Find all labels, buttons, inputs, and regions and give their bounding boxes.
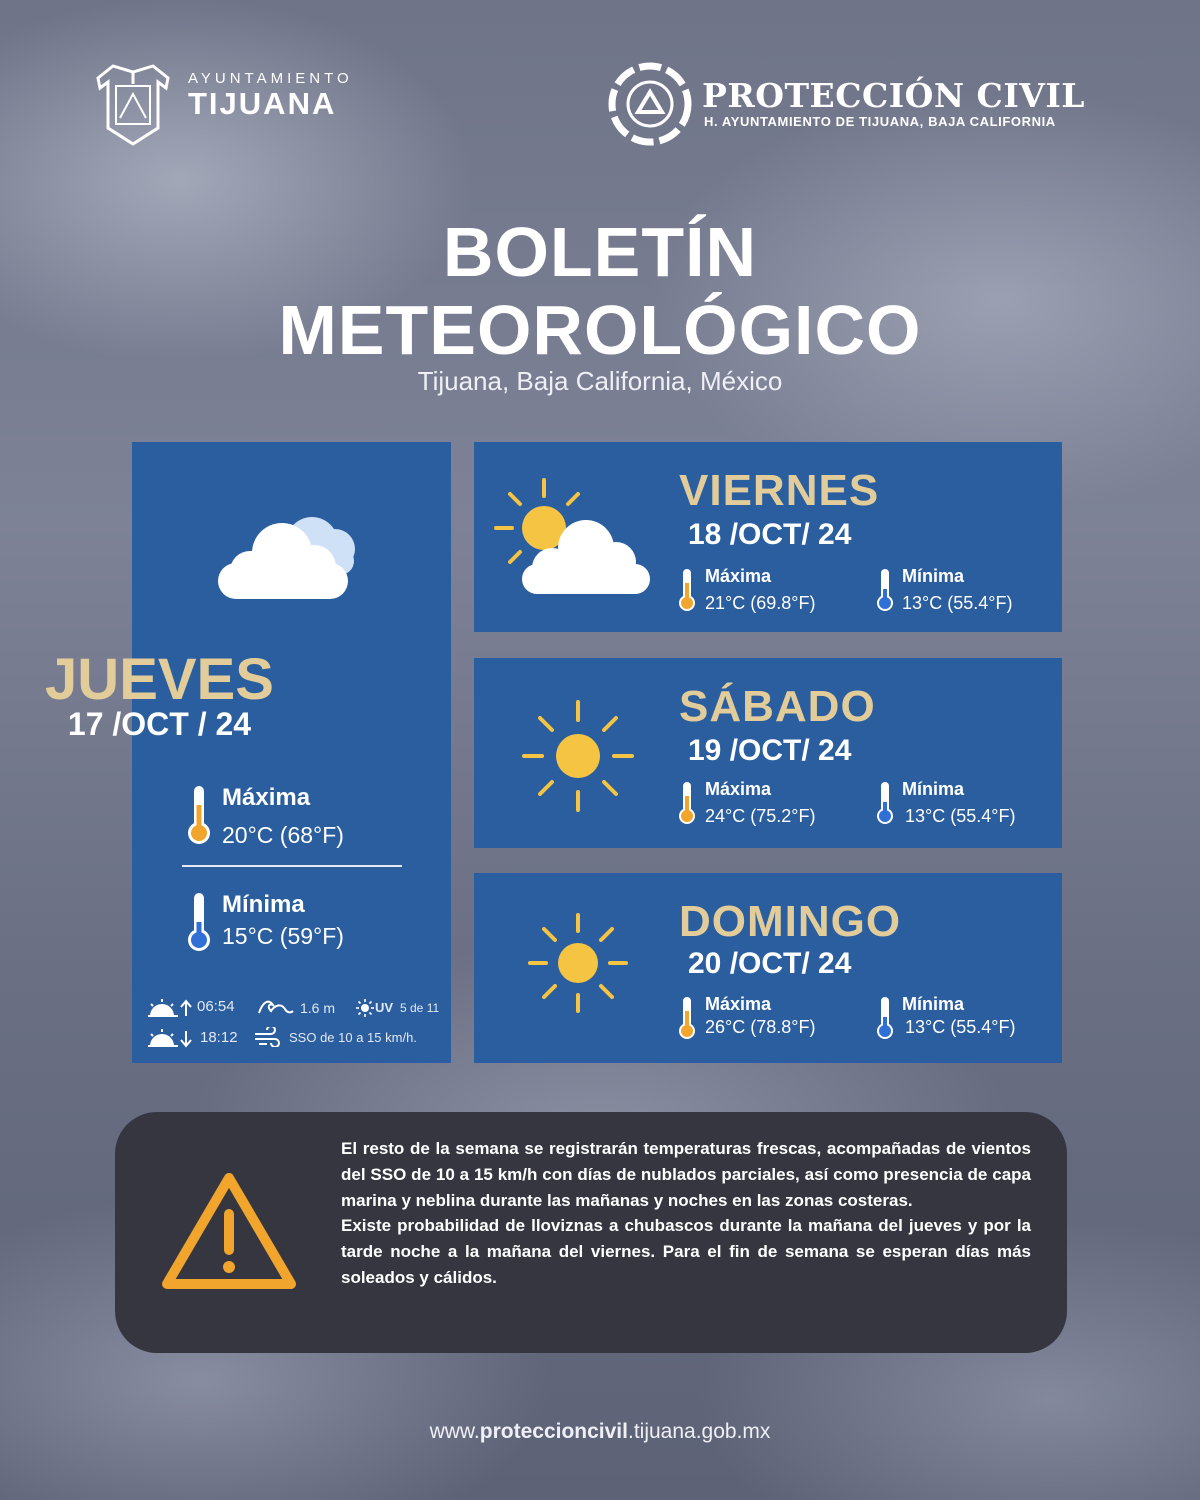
sunset-icon <box>146 1028 194 1048</box>
domingo-max-thermometer-icon <box>677 995 697 1041</box>
domingo-min-value: 13°C (55.4°F) <box>905 1017 1016 1037</box>
sabado-max-label: Máxima <box>705 779 772 799</box>
thermometer-max-icon <box>185 783 213 847</box>
today-max-value: 20°C (68°F) <box>222 822 344 848</box>
forecast-card-viernes <box>474 442 1062 632</box>
sunset-time: 18:12 <box>200 1029 238 1046</box>
thermometer-min-icon <box>185 890 213 954</box>
viernes-date: 18 /OCT/ 24 <box>688 518 852 551</box>
tijuana-label: TIJUANA <box>188 86 337 121</box>
footer-url-bold: proteccioncivil <box>479 1420 628 1443</box>
proteccion-civil-seal-icon <box>608 62 692 146</box>
sabado-min-thermometer-icon <box>875 780 895 826</box>
sunrise-icon <box>146 998 194 1018</box>
wind-value: SSO de 10 a 15 km/h. <box>289 1030 417 1045</box>
viernes-max-label: Máxima <box>705 566 772 586</box>
sabado-max-value: 24°C (75.2°F) <box>705 806 816 826</box>
ayuntamiento-tijuana-logo <box>88 58 368 148</box>
viernes-min-label: Mínima <box>902 566 965 586</box>
sun-icon <box>520 698 636 814</box>
sabado-max-thermometer-icon <box>677 780 697 826</box>
title-line-1: BOLETÍN <box>442 213 758 291</box>
location-subtitle: Tijuana, Baja California, México <box>417 366 783 396</box>
viernes-max-thermometer-icon <box>677 567 697 613</box>
waves-height: 1.6 m <box>300 1000 336 1016</box>
today-date: 17 /OCT / 24 <box>67 706 252 742</box>
sabado-min-value: 13°C (55.4°F) <box>905 806 1016 826</box>
tijuana-seal-icon <box>88 58 178 148</box>
footer-url-prefix: www. <box>429 1420 480 1443</box>
cloud-icon <box>210 505 370 605</box>
title-line-2: METEOROLÓGICO <box>278 291 922 369</box>
ayuntamiento-label: AYUNTAMIENTO <box>188 70 353 87</box>
viernes-day: VIERNES <box>679 466 880 515</box>
sabado-date: 19 /OCT/ 24 <box>688 734 852 767</box>
alert-box <box>115 1112 1067 1353</box>
domingo-max-label: Máxima <box>705 994 772 1014</box>
alert-text <box>341 1136 1031 1291</box>
uv-value: 5 de 11 <box>400 1001 440 1015</box>
footer-url-suffix: .tijuana.gob.mx <box>627 1420 771 1443</box>
proteccion-civil-subtitle: H. AYUNTAMIENTO DE TIJUANA, BAJA CALIFORNIA <box>704 114 1056 129</box>
uv-sun-icon <box>355 998 375 1018</box>
proteccion-civil-title: PROTECCIÓN CIVIL <box>702 76 1086 115</box>
viernes-max-value: 21°C (69.8°F) <box>705 593 816 613</box>
today-min-label: Mínima <box>222 891 305 918</box>
today-max-label: Máxima <box>222 784 311 811</box>
alert-paragraph-2: Existe probabilidad de lloviznas a chubascos durante la mañana del jueves y por la tarde noche a la mañana del viernes. Para el fin de semana se esperan días más soleados y cálidos. <box>341 1216 1031 1287</box>
today-day: JUEVES <box>45 647 274 712</box>
domingo-date: 20 /OCT/ 24 <box>688 947 852 980</box>
domingo-day: DOMINGO <box>679 897 902 946</box>
partly-cloudy-icon <box>492 474 652 599</box>
warning-icon <box>159 1168 299 1296</box>
wind-icon <box>253 1027 281 1047</box>
sabado-min-label: Mínima <box>902 779 965 799</box>
viernes-min-thermometer-icon <box>875 567 895 613</box>
sunrise-time: 06:54 <box>197 998 235 1015</box>
today-min-value: 15°C (59°F) <box>222 923 344 949</box>
today-divider <box>182 865 402 867</box>
domingo-max-value: 26°C (78.8°F) <box>705 1017 816 1037</box>
sabado-day: SÁBADO <box>679 682 876 731</box>
uv-label: UV <box>375 1000 394 1015</box>
waves-icon <box>257 997 295 1017</box>
viernes-min-value: 13°C (55.4°F) <box>902 593 1013 613</box>
forecast-card-sabado <box>474 658 1062 848</box>
forecast-card-domingo <box>474 873 1062 1063</box>
domingo-min-thermometer-icon <box>875 995 895 1041</box>
sun-icon <box>526 911 630 1015</box>
alert-paragraph-1: El resto de la semana se registrarán temperaturas frescas, acompañadas de vientos del SSO de 10 a 15 km/h con días de nublados parciales, así como presencia de capa marina y neblina durante las mañanas y noches en las zonas costeras. <box>341 1139 1031 1210</box>
domingo-min-label: Mínima <box>902 994 965 1014</box>
proteccion-civil-logo <box>608 62 1118 146</box>
footer-url[interactable] <box>0 1420 1200 1444</box>
